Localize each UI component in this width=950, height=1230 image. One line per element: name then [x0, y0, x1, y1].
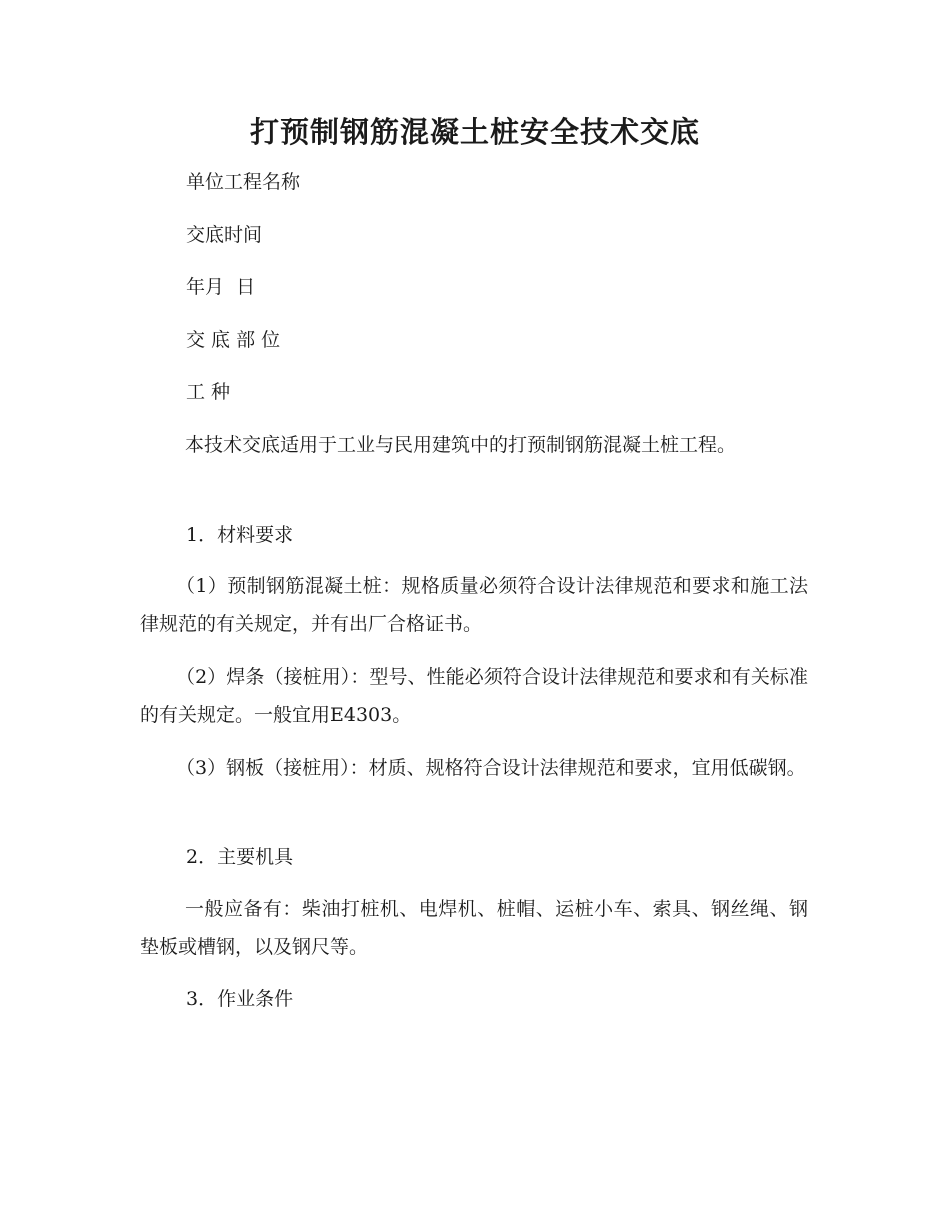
field-project-name: 单位工程名称 — [186, 171, 301, 193]
section-heading-conditions: 3．作业条件 — [186, 988, 294, 1010]
section-heading-equipment: 2．主要机具 — [186, 846, 294, 868]
field-trade: 工 种 — [186, 381, 231, 403]
materials-item-3: （3）钢板（接桩用）：材质、规格符合设计法律规范和要求，宜用低碳钢。 — [176, 757, 806, 779]
document-title: 打预制钢筋混凝土桩安全技术交底 — [249, 115, 700, 149]
field-date-label: 交底时间 — [186, 224, 263, 246]
equipment-paragraph: 一般应备有：柴油打桩机、电焊机、桩帽、运桩小车、索具、钢丝绳、钢垫板或槽钢，以及钢尺等。 — [140, 898, 808, 958]
materials-item-1: （1）预制钢筋混凝土桩：规格质量必须符合设计法律规范和要求和施工法律规范的有关规定，并有出厂合格证书。 — [140, 575, 808, 635]
intro-paragraph: 本技术交底适用于工业与民用建筑中的打预制钢筋混凝土桩工程。 — [185, 434, 737, 456]
field-location: 交 底 部 位 — [186, 329, 281, 351]
section-heading-materials: 1．材料要求 — [186, 524, 294, 546]
field-date-value: 年月 日 — [186, 276, 256, 298]
materials-item-2: （2）焊条（接桩用）：型号、性能必须符合设计法律规范和要求和有关标准的有关规定。一般宜用E4303。 — [140, 666, 808, 726]
